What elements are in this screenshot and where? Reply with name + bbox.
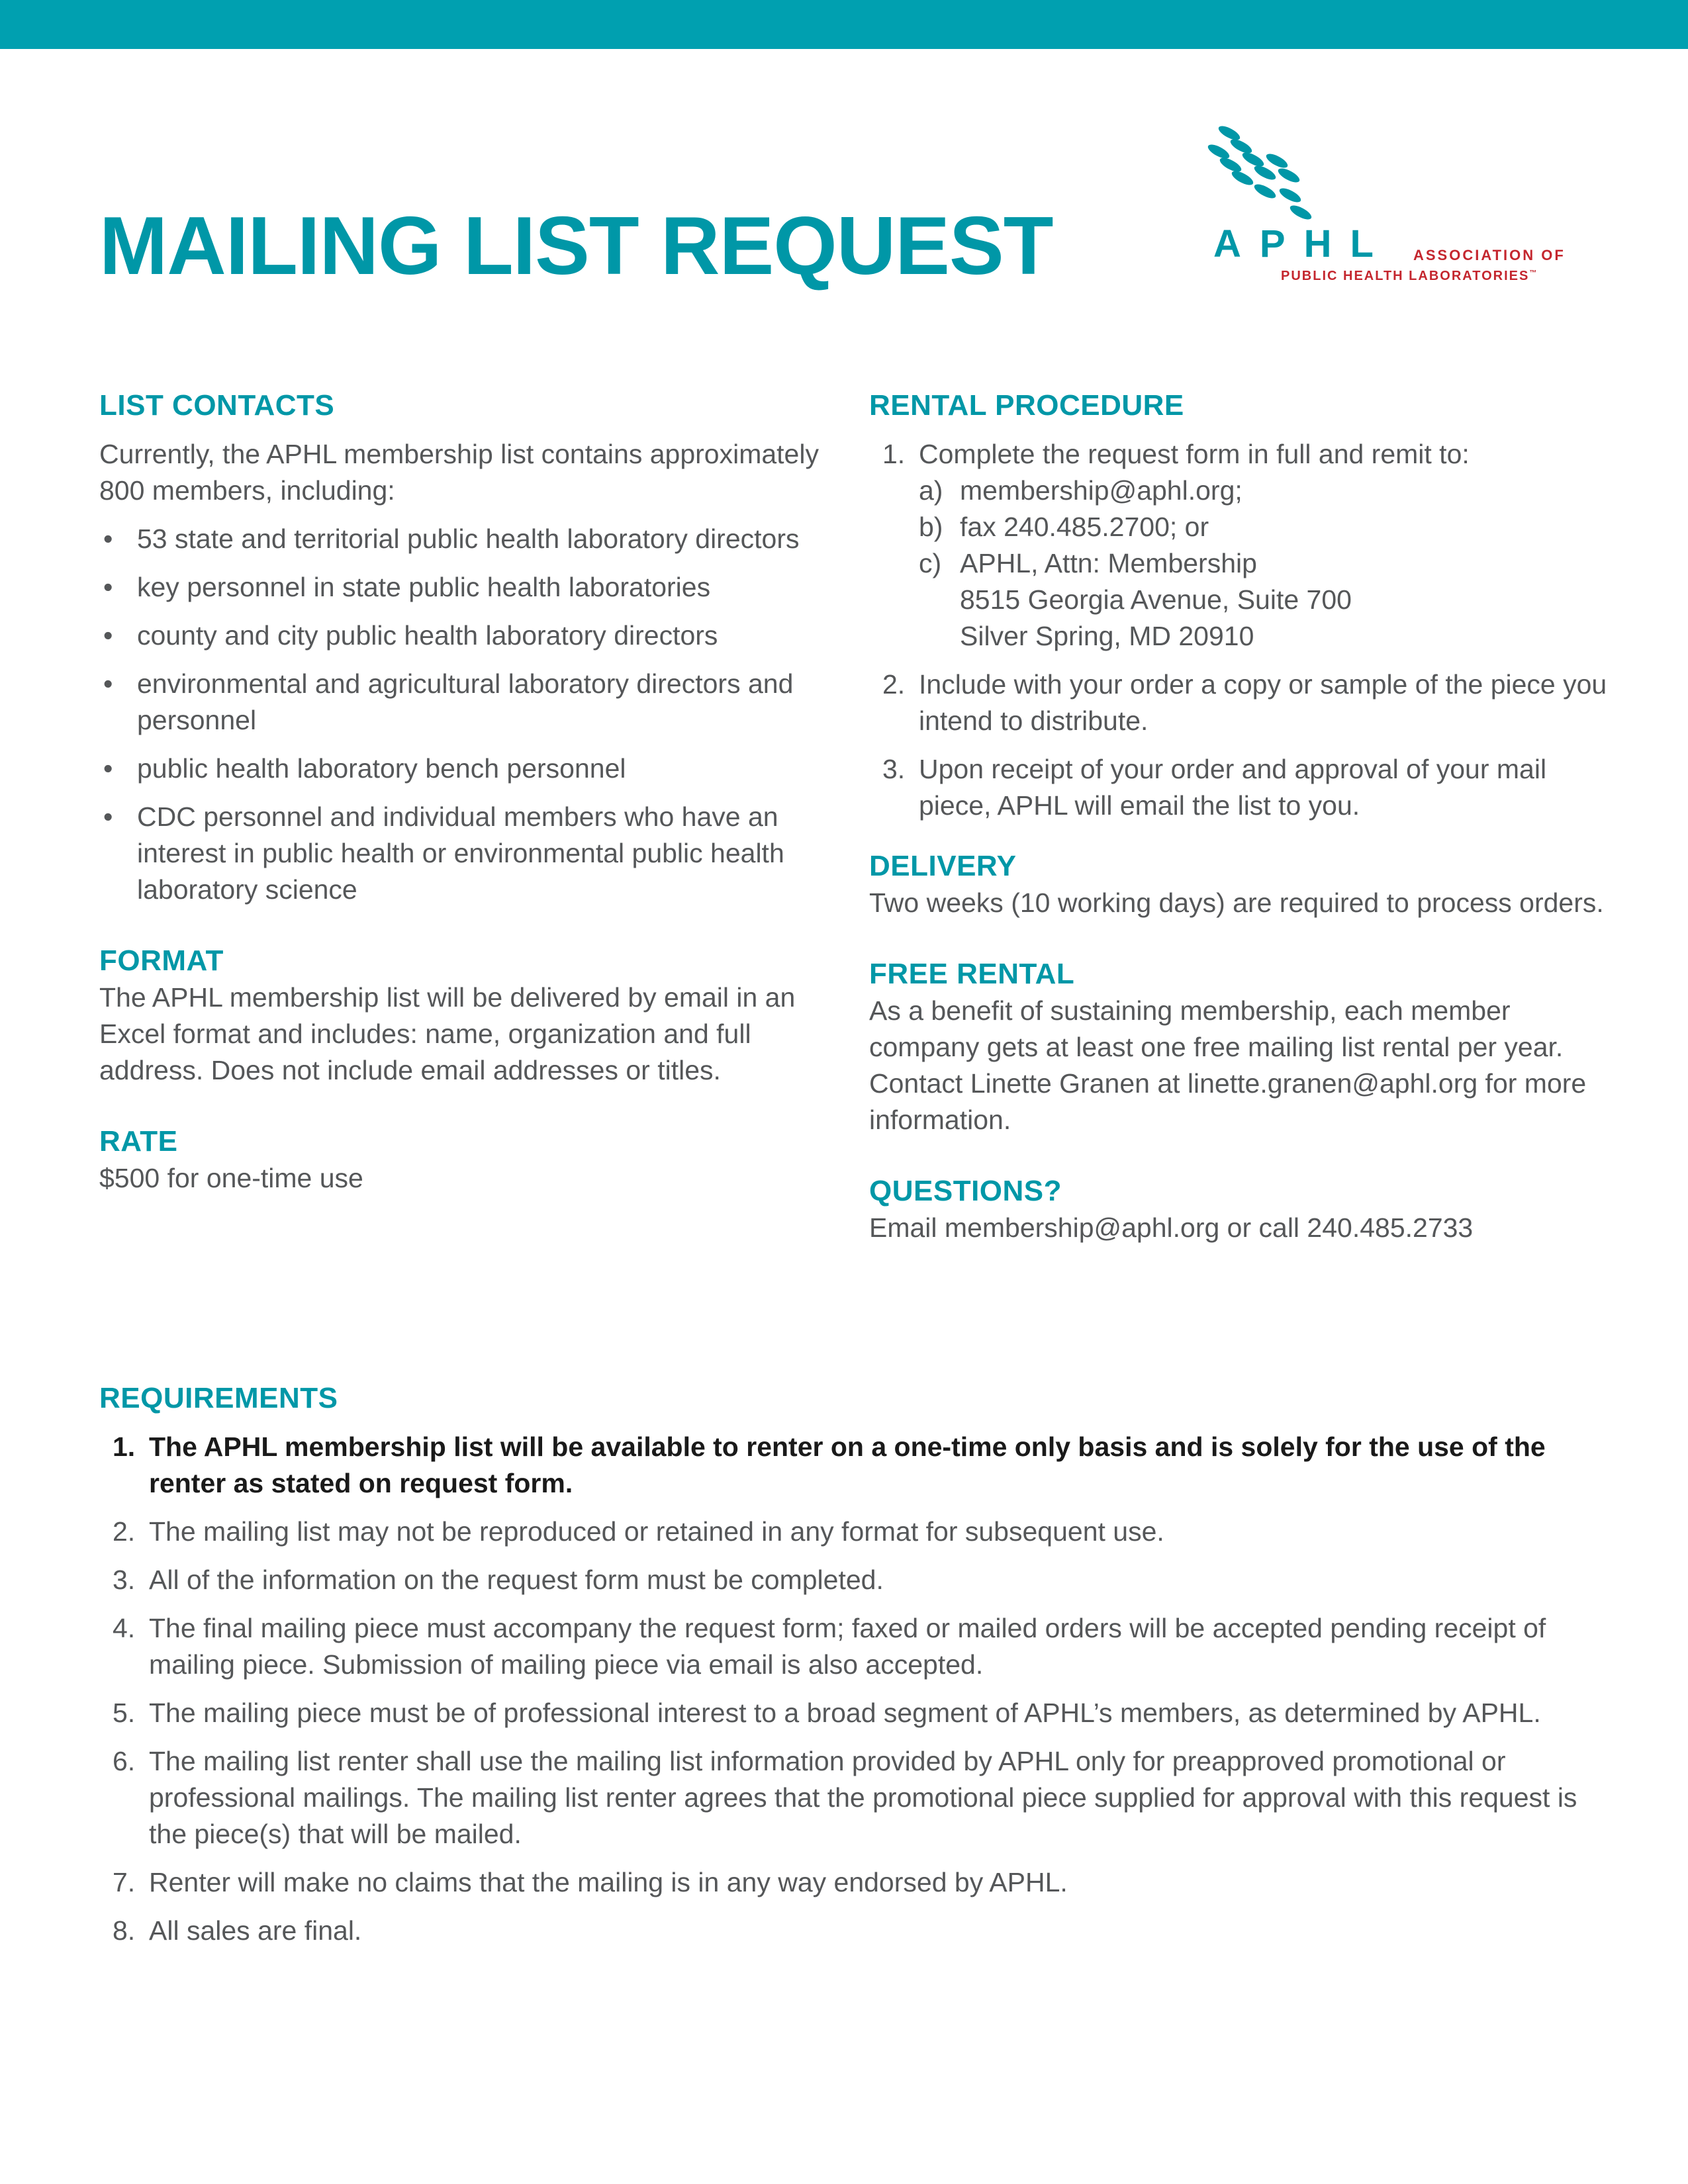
logo-ellipses-icon	[1201, 122, 1334, 228]
delivery-text: Two weeks (10 working days) are required to process orders.	[869, 887, 1604, 918]
logo-letters: APHL	[1213, 222, 1392, 265]
step-text: Include with your order a copy or sample of the piece you intend to distribute.	[919, 669, 1607, 736]
free-rental-heading: FREE RENTAL	[869, 958, 1075, 990]
requirements-heading: REQUIREMENTS	[99, 1382, 338, 1414]
requirement-item: 4. The final mailing piece must accompany the request form; faxed or mailed orders will be accepted pending receipt of mailing piece. Submission of mailing piece via email is also accepted.	[113, 1613, 1546, 1680]
logo-org-line1: ASSOCIATION OF	[1413, 247, 1566, 263]
questions-text: Email membership@aphl.org or call 240.485.2733	[869, 1212, 1474, 1243]
left-column	[99, 387, 827, 1197]
list-item: • key personnel in state public health laboratories	[99, 569, 827, 606]
format-text: The APHL membership list will be delivered by email in an Excel format and includes: name, organization and full address. Does not include email addresses or titles.	[99, 982, 796, 1085]
right-column	[869, 387, 1617, 1246]
requirements-list	[99, 1429, 1622, 1949]
requirement-item: 3. All of the information on the request form must be completed.	[113, 1565, 884, 1595]
free-rental-text: As a benefit of sustaining membership, each member company gets at least one free mailing list rental per year. Contact Linette Granen at linette.granen@aphl.org for more information.	[869, 995, 1587, 1135]
requirement-item: 8. All sales are final.	[113, 1915, 362, 1946]
requirement-item: 7. Renter will make no claims that the mailing is in any way endorsed by APHL.	[113, 1867, 1068, 1897]
remit-option: b) fax 240.485.2700; or	[919, 512, 1209, 542]
page-title: MAILING LIST REQUEST	[99, 201, 1053, 292]
remit-option: a) membership@aphl.org;	[919, 475, 1243, 506]
procedure-step	[869, 436, 1617, 655]
rental-procedure-steps	[869, 436, 1617, 824]
rate-text: $500 for one-time use	[99, 1163, 363, 1193]
list-contacts-bullets	[99, 521, 827, 908]
list-item: • environmental and agricultural laboratory directors and personnel	[99, 666, 827, 739]
requirement-item: 2. The mailing list may not be reproduced or retained in any format for subsequent use.	[113, 1516, 1164, 1547]
requirements-section	[99, 1380, 1622, 1949]
trademark-symbol: ™	[1529, 269, 1538, 277]
step-text: Complete the request form in full and remit to:	[919, 439, 1470, 469]
step-number: 3.	[882, 754, 906, 784]
remit-options	[919, 473, 1617, 655]
procedure-step	[869, 666, 1617, 739]
list-contacts-heading: LIST CONTACTS	[99, 389, 335, 422]
rate-heading: RATE	[99, 1125, 178, 1158]
list-item: • county and city public health laboratory directors	[99, 617, 827, 654]
list-item: • public health laboratory bench personnel	[99, 751, 827, 787]
delivery-heading: DELIVERY	[869, 850, 1017, 882]
requirement-item: 5. The mailing piece must be of professional interest to a broad segment of APHL’s members, as determined by APHL.	[113, 1698, 1541, 1728]
step-text: Upon receipt of your order and approval of your mail piece, APHL will email the list to you.	[919, 754, 1547, 821]
step-number: 1.	[882, 439, 906, 469]
procedure-step	[869, 751, 1617, 824]
requirement-item: 6. The mailing list renter shall use the mailing list information provided by APHL only for preapproved promotional or professional mailings. The mailing list renter agrees that the promotional piece supplied for approval with this request is the piece(s) that will be mailed.	[113, 1746, 1577, 1849]
logo-org-line2: PUBLIC HEALTH LABORATORIES™	[1281, 269, 1538, 283]
list-item: • 53 state and territorial public health laboratory directors	[99, 521, 827, 557]
list-contacts-intro: Currently, the APHL membership list contains approximately 800 members, including:	[99, 439, 819, 506]
requirement-item: 1. The APHL membership list will be available to renter on a one-time only basis and is solely for the use of the renter as stated on request form.	[113, 1432, 1546, 1498]
aphl-logo	[1201, 122, 1612, 288]
list-item: • CDC personnel and individual members who have an interest in public health or environmental public health laboratory science	[99, 799, 827, 908]
step-number: 2.	[882, 669, 906, 700]
top-banner-bar	[0, 0, 1688, 49]
remit-option: c) APHL, Attn: Membership 8515 Georgia Avenue, Suite 700 Silver Spring, MD 20910	[919, 548, 1352, 651]
questions-heading: QUESTIONS?	[869, 1175, 1062, 1207]
rental-procedure-heading: RENTAL PROCEDURE	[869, 389, 1184, 422]
format-heading: FORMAT	[99, 944, 224, 977]
